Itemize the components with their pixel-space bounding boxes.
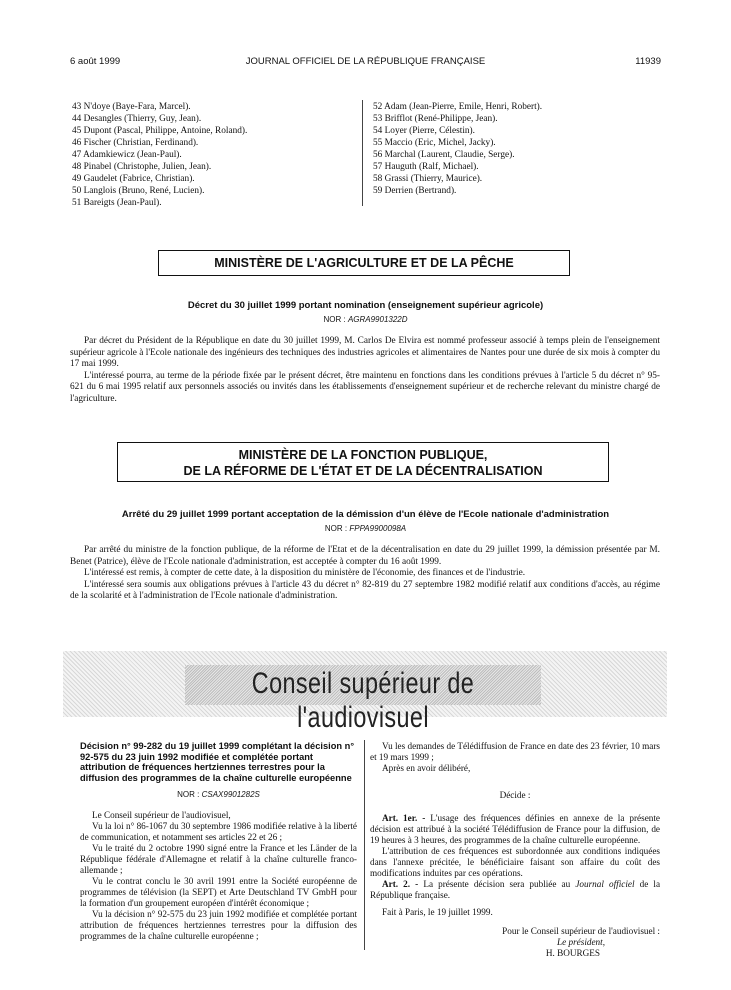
nor-label: NOR : (177, 790, 200, 799)
ministry-heading-agriculture (158, 250, 570, 276)
column-divider (362, 100, 363, 206)
list-item: 59 Derrien (Bertrand). (373, 186, 457, 196)
name-list-right (373, 101, 663, 197)
list-item: 56 Marchal (Laurent, Claudie, Serge). (373, 150, 515, 160)
decide-heading: Décide : (499, 790, 531, 800)
signature-line: Pour le Conseil supérieur de l'audiovisuel : (502, 926, 660, 936)
nor-code: CSAX9901282S (201, 790, 260, 799)
ministry-name: MINISTÈRE DE L'AGRICULTURE ET DE LA PÊCHE (214, 256, 514, 270)
ministry-heading-fonction-publique (117, 442, 609, 482)
nor-reference (80, 789, 357, 800)
ministry-name-line: MINISTÈRE DE LA FONCTION PUBLIQUE, (238, 448, 488, 462)
list-item: 44 Desangles (Thierry, Guy, Jean). (72, 114, 202, 124)
article-text: La présente décision sera publiée au (423, 879, 576, 889)
article-label: Art. 2. - (382, 879, 419, 889)
article-label: Art. 1er. - (382, 813, 426, 823)
nor-label: NOR : (323, 315, 346, 324)
signature-name: H. BOURGES (545, 948, 600, 958)
article-text: L'usage des fréquences définies en annexe de la présente décision est attribué à la société Télédiffusion de France pour la diffusion, de 19 heures à 3 heures, des programmes de la chaîne culturelle européenne. (370, 813, 660, 845)
list-item: 54 Loyer (Pierre, Célestin). (373, 126, 475, 136)
header-journal-title: JOURNAL OFFICIEL DE LA RÉPUBLIQUE FRANÇAISE (245, 56, 486, 67)
journal-name: Journal officiel (575, 879, 635, 889)
csa-banner-inner (185, 665, 541, 734)
list-item: 53 Brifflot (René-Philippe, Jean). (373, 114, 498, 124)
paragraph: Vu la décision n° 92-575 du 23 juin 1992 modifiée et complétée portant attribution de fréquences hertziennes terrestres pour la diffusion des programmes de la chaîne culturelle européenne ; (80, 909, 357, 941)
list-item: 58 Grassi (Thierry, Maurice). (373, 174, 483, 184)
list-item: 45 Dupont (Pascal, Philippe, Antoine, Roland). (72, 126, 248, 136)
nor-reference (70, 315, 661, 324)
list-item: 57 Hauguth (Ralf, Michael). (373, 162, 479, 172)
article-2 (370, 879, 660, 901)
list-item: 52 Adam (Jean-Pierre, Emile, Henri, Robert). (373, 102, 543, 112)
article-text: de la République française. (370, 879, 661, 900)
name-list-left (72, 101, 357, 209)
paragraph: Vu le contrat conclu le 30 avril 1991 entre la Société européenne de programmes de télévision (la SEPT) et Arte Deutschland TV GmbH pour la formation d'un groupement européen d'intérêt économique ; (80, 876, 357, 908)
paragraph: L'intéressé est remis, à compter de cette date, à la disposition du ministère de l'économie, des finances et de l'industrie. (84, 568, 526, 578)
list-item: 49 Gaudelet (Fabrice, Christian). (72, 174, 195, 184)
paragraph: L'intéressé pourra, au terme de la période fixée par le présent décret, être maintenu en fonctions dans les conditions prévues à l'article 5 du décret n° 95-621 du 6 mai 1995 relatif aux personnels associés ou invités dans les établissements d'enseignement supérieur et de recherche relevant du ministre chargé de l'agriculture. (70, 370, 660, 404)
paragraph: L'attribution de ces fréquences est subordonnée aux conditions indiquées dans l'annexe précitée, le bénéficiaire faisant son affaire du coût des modifications induites par ces opérations. (370, 846, 660, 878)
paragraph: Vu la loi n° 86-1067 du 30 septembre 1986 modifiée relative à la liberté de communication, et notamment ses articles 22 et 26 ; (80, 821, 357, 842)
list-item: 55 Maccio (Eric, Michel, Jacky). (373, 138, 496, 148)
nor-code: AGRA9901322D (347, 315, 408, 324)
decision-left-column (80, 741, 357, 942)
list-item: 51 Bareigts (Jean-Paul). (72, 198, 162, 208)
article-1 (370, 813, 660, 846)
decision-right-column (370, 741, 660, 959)
paragraph: L'intéressé sera soumis aux obligations prévues à l'article 43 du décret n° 82-819 du 27 septembre 1982 modifié relatif aux conditions d'accès, au régime de la scolarité et à l'administration de l'Ecole nationale d'administration. (70, 579, 660, 601)
paragraph: Le Conseil supérieur de l'audiovisuel, (92, 810, 231, 820)
ministry-name-line: DE LA RÉFORME DE L'ÉTAT ET DE LA DÉCENTRALISATION (183, 464, 543, 478)
decision-title: Décision n° 99-282 du 19 juillet 1999 complétant la décision n° 92-575 du 23 juin 1992 modifiée et complétée portant attribution de fréquences hertziennes terrestres pour la diffusion des programmes de la chaîne culturelle européenne (80, 741, 355, 783)
signature-title: Le président, (557, 937, 605, 947)
arrete-title: Arrêté du 29 juillet 1999 portant acceptation de la démission d'un élève de l'Ecole nationale d'administration (121, 509, 610, 520)
paragraph: Par arrêté du ministre de la fonction publique, de la réforme de l'Etat et de la décentralisation en date du 29 juillet 1999, la démission présentée par M. Benet (Patrice), élève de l'Ecole nationale d'administration, est acceptée à compter du 16 août 1999. (70, 545, 660, 567)
date-line: Fait à Paris, le 19 juillet 1999. (382, 907, 493, 917)
arrete-body (70, 545, 660, 603)
paragraph: Vu les demandes de Télédiffusion de France en date des 23 février, 10 mars et 19 mars 1999 ; (370, 741, 660, 762)
paragraph: Vu le traité du 2 octobre 1990 signé entre la France et les Länder de la République fédérale d'Allemagne et relatif à la chaîne culturelle franco-allemande ; (80, 843, 357, 875)
csa-banner-title: Conseil supérieur de l'audiovisuel (251, 667, 475, 734)
list-item: 50 Langlois (Bruno, René, Lucien). (72, 186, 205, 196)
list-item: 47 Adamkiewicz (Jean-Paul). (72, 150, 182, 160)
header-date: 6 août 1999 (70, 56, 121, 67)
csa-banner (63, 651, 667, 734)
decree-title: Décret du 30 juillet 1999 portant nomination (enseignement supérieur agricole) (187, 300, 544, 311)
decree-body (70, 336, 660, 405)
page-header (70, 56, 661, 70)
nor-reference (70, 524, 661, 533)
paragraph: Par décret du Président de la République en date du 30 juillet 1999, M. Carlos De Elvira est nommé professeur associé à temps plein de l'enseignement supérieur agricole à l'Ecole nationale des ingénieurs des techniques des industries agricoles et alimentaires de Nantes pour une durée de six mois à compter du 17 mai 1999. (70, 336, 660, 369)
header-page-number: 11939 (635, 56, 661, 67)
nor-label: NOR : (324, 524, 348, 533)
paragraph: Après en avoir délibéré, (382, 763, 471, 773)
list-item: 43 N'doye (Baye-Fara, Marcel). (72, 102, 191, 112)
list-item: 48 Pinabel (Christophe, Julien, Jean). (72, 162, 212, 172)
nor-code: FPPA9900098A (349, 524, 407, 533)
column-divider (364, 740, 365, 950)
list-item: 46 Fischer (Christian, Ferdinand). (72, 138, 199, 148)
